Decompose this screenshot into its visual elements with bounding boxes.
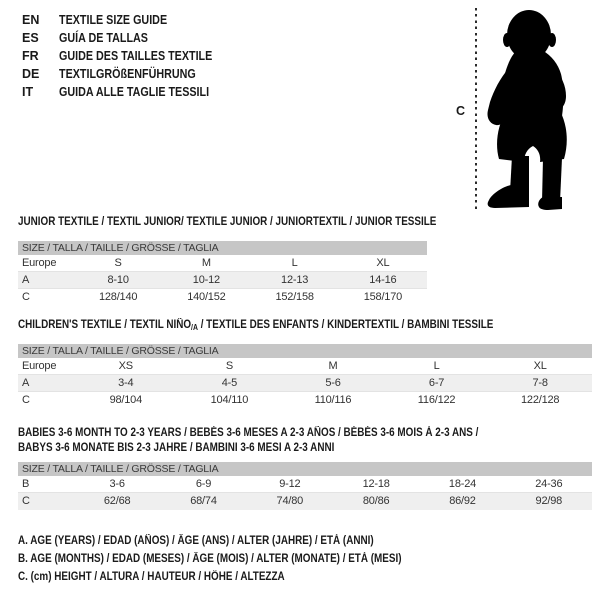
column-header: S bbox=[225, 360, 233, 372]
cell: 152/158 bbox=[275, 291, 314, 303]
language-title: GUIDE DES TAILLES TEXTILE bbox=[59, 49, 213, 63]
row-label: C bbox=[22, 394, 30, 406]
row-label: B bbox=[22, 478, 30, 490]
cell: 116/122 bbox=[417, 394, 456, 406]
junior-size-table bbox=[18, 241, 427, 306]
cell: 3-6 bbox=[109, 478, 125, 490]
footnote-line bbox=[18, 550, 464, 568]
section-title-babies bbox=[18, 426, 553, 456]
table-row bbox=[18, 289, 427, 306]
table-row bbox=[18, 476, 592, 493]
language-code: DE bbox=[22, 67, 40, 81]
cell: 6-9 bbox=[195, 478, 212, 490]
cell: 5-6 bbox=[325, 377, 341, 389]
cell: 9-12 bbox=[279, 478, 301, 490]
language-row bbox=[22, 11, 237, 29]
cell: 68/74 bbox=[190, 495, 217, 507]
column-header: M bbox=[201, 257, 211, 269]
section-title-children bbox=[18, 318, 571, 335]
language-row bbox=[22, 29, 237, 47]
cell: 158/170 bbox=[363, 291, 403, 303]
cell: 92/98 bbox=[535, 495, 563, 507]
figure-area bbox=[450, 6, 600, 216]
row-label: Europe bbox=[22, 257, 57, 269]
cell: 122/128 bbox=[520, 394, 560, 406]
cell: 24-36 bbox=[535, 478, 563, 490]
table-row bbox=[18, 392, 592, 409]
section-title-junior bbox=[18, 215, 504, 230]
column-header: XS bbox=[118, 360, 133, 372]
size-header-text: SIZE / TALLA / TAILLE / GRÖSSE / TAGLIA bbox=[22, 242, 219, 254]
language-row bbox=[22, 83, 237, 101]
title-part: CHILDREN'S TEXTILE / TEXTIL NIÑO bbox=[18, 319, 192, 331]
row-label: C bbox=[22, 291, 30, 303]
row-label: A bbox=[22, 274, 30, 286]
cell: 6-7 bbox=[428, 377, 445, 389]
cell: 12-18 bbox=[362, 478, 390, 490]
language-code: FR bbox=[22, 49, 39, 63]
language-row bbox=[22, 65, 237, 83]
table-row bbox=[18, 272, 427, 289]
size-header-bar bbox=[18, 462, 592, 476]
language-title: GUIDA ALLE TAGLIE TESSILI bbox=[59, 85, 210, 99]
section-title-line2: BABYS 3-6 MONATE BIS 2-3 JAHRE / BAMBINI 3-6 MESI A 2-3 ANNI bbox=[18, 442, 335, 454]
column-header: M bbox=[328, 360, 338, 372]
cell: 12-13 bbox=[281, 274, 309, 286]
cell: 80/86 bbox=[362, 495, 390, 507]
size-header-text: SIZE / TALLA / TAILLE / GRÖSSE / TAGLIA bbox=[22, 345, 219, 357]
cell: 104/110 bbox=[210, 394, 249, 406]
footnote-text: C. (cm) HEIGHT / ALTURA / HAUTEUR / HÖHE / ALTEZZA bbox=[18, 571, 285, 583]
title-subscript: /A bbox=[191, 323, 198, 332]
cell: 74/80 bbox=[276, 495, 304, 507]
row-label: C bbox=[22, 495, 30, 507]
table-row bbox=[18, 375, 592, 392]
footnote-line bbox=[18, 532, 464, 550]
cell: 98/104 bbox=[109, 394, 143, 406]
row-label: Europe bbox=[22, 360, 57, 372]
language-row bbox=[22, 47, 237, 65]
size-header-bar bbox=[18, 344, 592, 358]
cell: 8-10 bbox=[107, 274, 129, 286]
babies-size-table bbox=[18, 462, 592, 510]
footnote-line bbox=[18, 568, 464, 586]
cell: 86/92 bbox=[449, 495, 476, 507]
children-size-table bbox=[18, 344, 592, 409]
cell: 3-4 bbox=[118, 377, 134, 389]
table-row bbox=[18, 493, 592, 510]
table-columns-row bbox=[18, 358, 592, 375]
cell: 140/152 bbox=[187, 291, 226, 303]
row-label: A bbox=[22, 377, 30, 389]
section-title-text bbox=[18, 318, 493, 335]
language-title: TEXTILE SIZE GUIDE bbox=[59, 13, 168, 27]
footnote-text: B. AGE (MONTHS) / EDAD (MESES) / ÂGE (MOIS) / ALTER (MONATE) / ETÀ (MESI) bbox=[18, 553, 402, 565]
footnote-text: A. AGE (YEARS) / EDAD (AÑOS) / ÂGE (ANS) / ALTER (JAHRE) / ETÀ (ANNI) bbox=[18, 535, 374, 547]
section-title-text: JUNIOR TEXTILE / TEXTIL JUNIOR/ TEXTILE JUNIOR / JUNIORTEXTIL / JUNIOR TESSILE bbox=[18, 216, 437, 228]
height-measure-label: C bbox=[456, 104, 466, 118]
title-part: / TEXTILE DES ENFANTS / KINDERTEXTIL / BAMBINI TESSILE bbox=[197, 319, 494, 331]
column-header: L bbox=[291, 257, 298, 269]
cell: 7-8 bbox=[532, 377, 548, 389]
section-title-line1: BABIES 3-6 MONTH TO 2-3 YEARS / BEBÉS 3-6 MESES A 2-3 AÑOS / BÉBÉS 3-6 MOIS À 2-3 ANS / bbox=[18, 427, 479, 439]
baby-silhouette-icon bbox=[484, 8, 596, 212]
footnotes-block bbox=[18, 532, 464, 586]
table-columns-row bbox=[18, 255, 427, 272]
language-code: ES bbox=[22, 31, 39, 45]
language-title: GUÍA DE TALLAS bbox=[59, 31, 148, 45]
language-title: TEXTILGRÖßENFÜHRUNG bbox=[59, 67, 196, 81]
column-header: L bbox=[433, 360, 440, 372]
cell: 4-5 bbox=[221, 377, 238, 389]
language-code: IT bbox=[22, 85, 34, 99]
cell: 110/116 bbox=[314, 394, 352, 406]
cell: 10-12 bbox=[192, 274, 220, 286]
size-header-bar bbox=[18, 241, 427, 255]
column-header: XL bbox=[533, 360, 547, 372]
cell: 62/68 bbox=[103, 495, 131, 507]
column-header: S bbox=[114, 257, 122, 269]
cell: 128/140 bbox=[98, 291, 138, 303]
height-dotted-line bbox=[475, 8, 477, 211]
cell: 14-16 bbox=[369, 274, 397, 286]
cell: 18-24 bbox=[448, 478, 477, 490]
size-header-text: SIZE / TALLA / TAILLE / GRÖSSE / TAGLIA bbox=[22, 463, 219, 475]
language-code: EN bbox=[22, 13, 40, 27]
language-header-block bbox=[22, 11, 237, 101]
column-header: XL bbox=[376, 257, 390, 269]
